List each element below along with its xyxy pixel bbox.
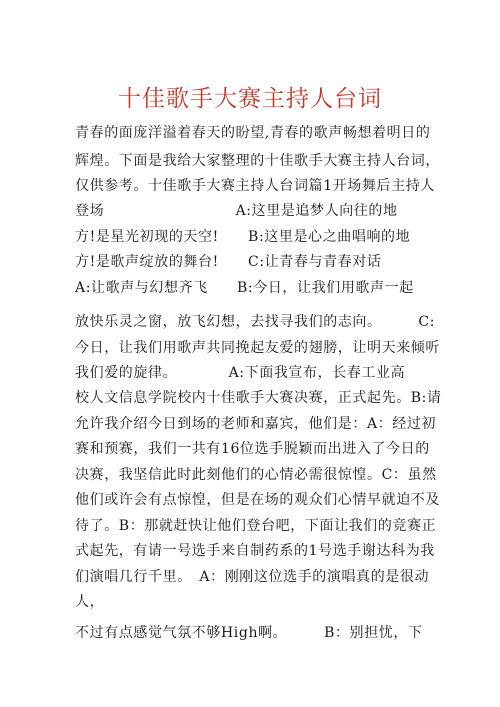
- text-line: 式起先，有请一号选手来自制药系的1号选手谢达科为我: [75, 543, 435, 559]
- text-line: 他们或许会有点惊惶，但是在场的观众们心情早就迫不及: [75, 492, 440, 508]
- text-line: 允许我介绍今日到场的老师和嘉宾，他们是：A：经过初: [75, 416, 437, 432]
- text-line: 们演唱几行千里。 A：刚刚这位选手的演唱真的是很动: [75, 569, 430, 585]
- text-line: 辉煌。下面是我给大家整理的十佳歌手大赛主持人台词，: [75, 153, 440, 169]
- text-line: 今日，让我们用歌声共同挽起友爱的翅膀，让明天来倾听: [75, 340, 440, 356]
- text-line: 方!是歌声绽放的舞台! C:让青春与青春对话: [75, 254, 382, 270]
- text-line: 登场 A:这里是追梦人向往的地: [75, 203, 398, 219]
- text-line: 人，: [75, 594, 105, 610]
- text-line: 青春的面庞洋溢着春天的盼望,青春的歌声畅想着明日的: [75, 125, 431, 141]
- text-line: 赛和预赛，我们一共有16位选手脱颖而出进入了今日的: [75, 441, 430, 457]
- text-line: 校人文信息学院校内十佳歌手大赛决赛，正式起先。B:请: [75, 390, 442, 406]
- text-line: 不过有点感觉气氛不够High啊。 B：别担忧，下: [75, 625, 423, 641]
- text-line: 仅供参考。十佳歌手大赛主持人台词篇1开场舞后主持人: [75, 178, 435, 194]
- text-line: 放快乐灵之窗，放飞幻想，去找寻我们的志向。 C:: [75, 314, 436, 330]
- text-line: 待了。B：那就赶快让他们登台吧，下面让我们的竞赛正: [75, 518, 437, 534]
- text-line: 决赛，我坚信此时此刻他们的心情必需很惊惶。C：虽然: [75, 467, 437, 483]
- text-line: 我们爱的旋律。 A:下面我宣布，长春工业高: [75, 365, 406, 381]
- document-title: 十佳歌手大赛主持人台词: [118, 86, 382, 112]
- text-line: 方!是星光初现的天空! B:这里是心之曲唱响的地: [75, 229, 411, 245]
- text-line: A:让歌声与幻想齐飞 B:今日，让我们用歌声一起: [75, 280, 414, 296]
